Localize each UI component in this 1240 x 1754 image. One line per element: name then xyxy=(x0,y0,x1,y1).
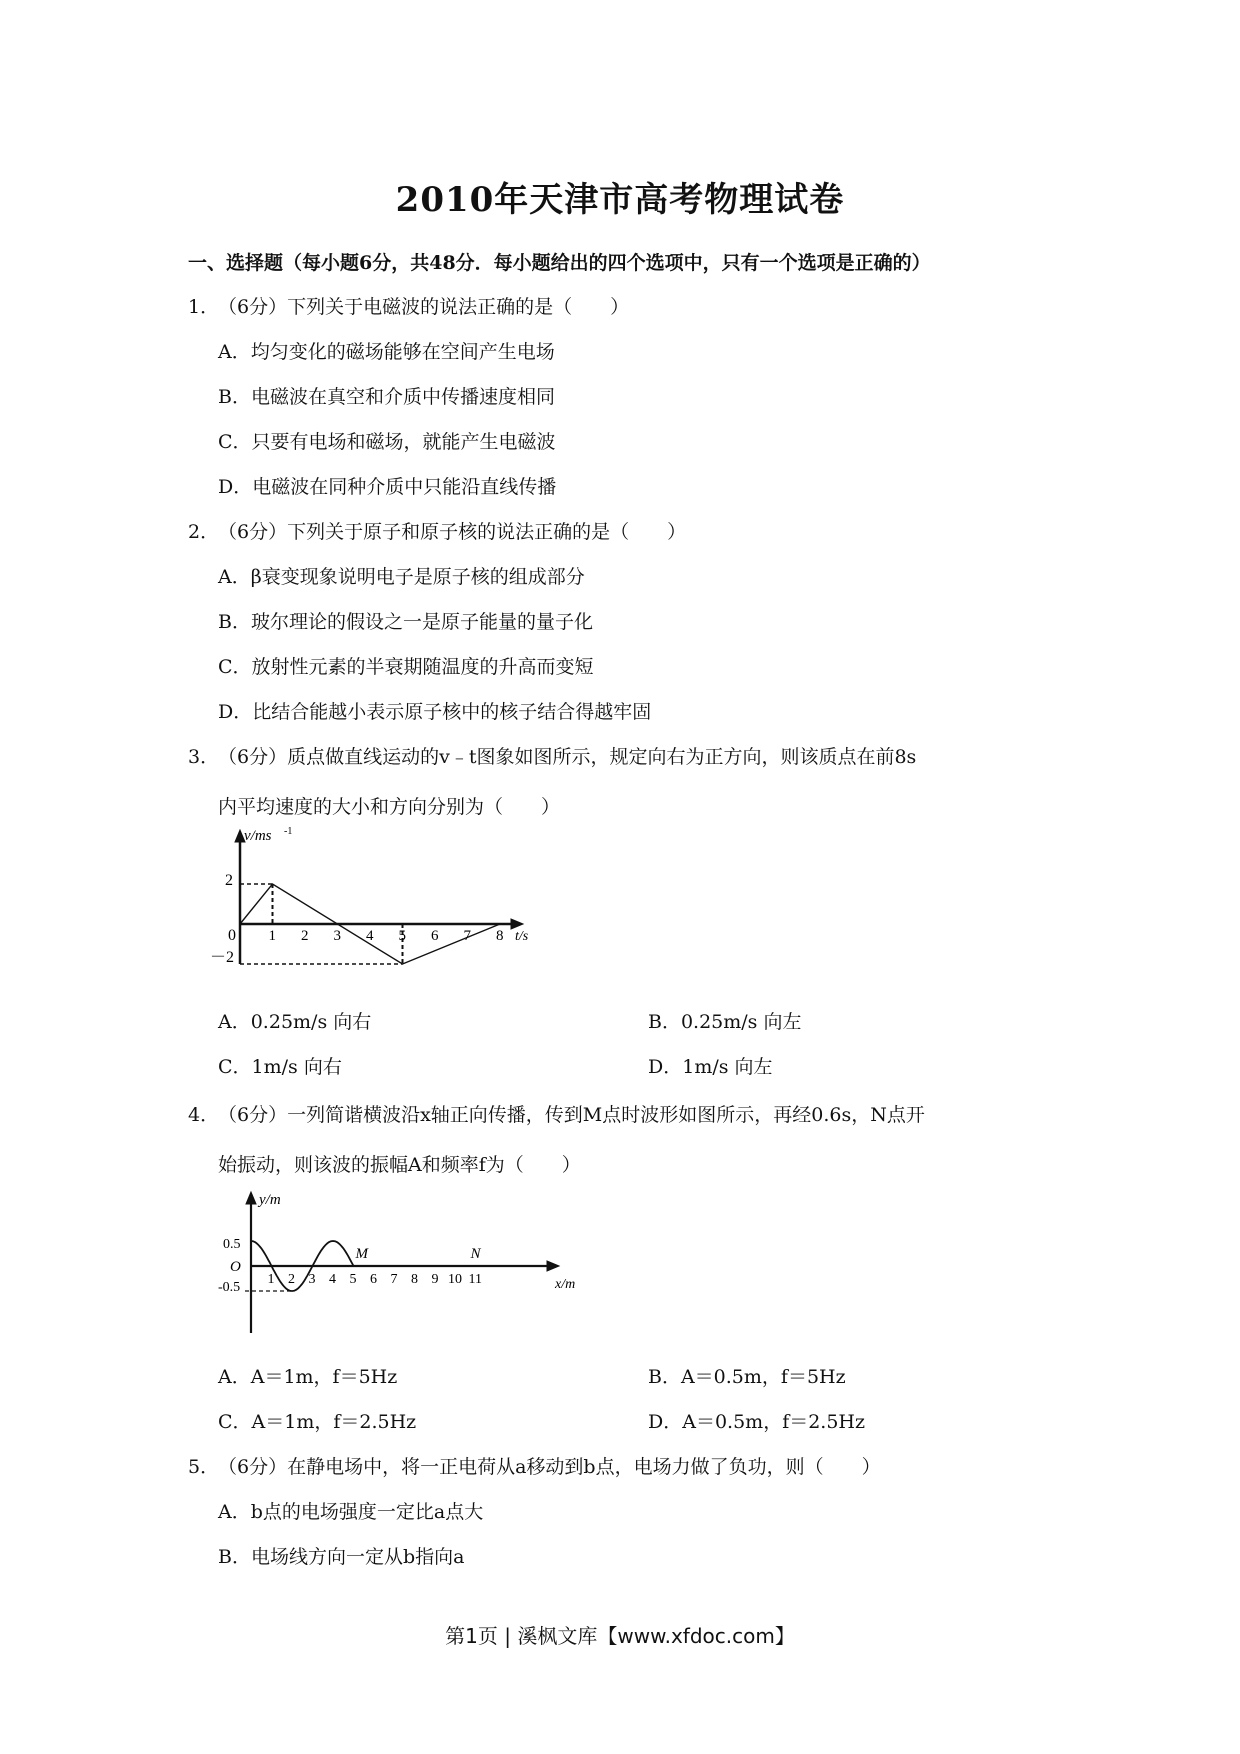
t-tick-3: 3 xyxy=(333,928,341,944)
question-1-option-d: D．电磁波在同种介质中只能沿直线传播 xyxy=(218,476,557,498)
t-tick-8: 8 xyxy=(496,928,504,944)
t-axis-label: t/s xyxy=(515,929,529,944)
x-tick-5: 5 xyxy=(349,1272,357,1287)
question-4-option-c: C．A＝1m，f＝2.5Hz xyxy=(218,1411,417,1433)
question-3-text: （6分）质点做直线运动的v﹣t图象如图所示，规定向右为正方向，则该质点在前8s xyxy=(218,746,917,768)
t-tick-1: 1 xyxy=(268,928,276,944)
x-tick-10: 10 xyxy=(448,1272,462,1287)
question-1-option-b: B．电磁波在真空和介质中传播速度相同 xyxy=(218,386,555,408)
t-tick-6: 6 xyxy=(431,928,439,944)
x-tick-8: 8 xyxy=(411,1272,418,1287)
x-tick-4: 4 xyxy=(329,1272,336,1287)
x-tick-6: 6 xyxy=(370,1272,377,1287)
section-heading: 一、选择题（每小题6分，共48分．每小题给出的四个选项中，只有一个选项是正确的） xyxy=(188,252,931,274)
question-2-option-b: B．玻尔理论的假设之一是原子能量的量子化 xyxy=(218,611,593,633)
page-title: 2010年天津市高考物理试卷 xyxy=(395,180,845,220)
x-tick-7: 7 xyxy=(390,1272,398,1287)
question-2-option-d: D．比结合能越小表示原子核中的核子结合得越牢固 xyxy=(218,701,652,723)
y-tick-minus-0.5: -0.5 xyxy=(218,1280,241,1295)
x-axis-arrow xyxy=(547,1261,559,1271)
question-4-option-a: A．A＝1m，f＝5Hz xyxy=(218,1366,398,1388)
y-axis-label: y/m xyxy=(259,1192,281,1208)
question-3-number: 3． xyxy=(188,746,220,768)
point-n-label: N xyxy=(470,1246,481,1262)
y-axis-arrow xyxy=(246,1192,256,1204)
question-2-option-a: A．β衰变现象说明电子是原子核的组成部分 xyxy=(218,566,585,588)
x-tick-11: 11 xyxy=(468,1272,482,1287)
question-5-text: （6分）在静电场中，将一正电荷从a移动到b点，电场力做了负功，则（ ） xyxy=(218,1456,881,1478)
question-5-option-b: B．电场线方向一定从b指向a xyxy=(218,1546,465,1568)
question-5-option-a: A．b点的电场强度一定比a点大 xyxy=(218,1501,484,1523)
question-1-number: 1． xyxy=(188,296,220,318)
question-3-option-c: C．1m/s 向右 xyxy=(218,1056,342,1078)
v-axis-label: v/ms xyxy=(244,828,272,844)
t-tick-5: 5 xyxy=(398,928,406,944)
question-4-option-d: D．A＝0.5m，f＝2.5Hz xyxy=(648,1411,866,1433)
question-1-option-c: C．只要有电场和磁场，就能产生电磁波 xyxy=(218,431,556,453)
x-tick-2: 2 xyxy=(288,1272,295,1287)
x-tick-9: 9 xyxy=(431,1272,439,1287)
point-m-label: M xyxy=(355,1246,368,1262)
x-tick-1: 1 xyxy=(267,1272,275,1287)
question-1-option-a: A．均匀变化的磁场能够在空间产生电场 xyxy=(218,341,555,363)
wave-graph xyxy=(215,1188,595,1338)
graph2-origin: O xyxy=(230,1259,241,1275)
question-5-number: 5． xyxy=(188,1456,220,1478)
question-2-text: （6分）下列关于原子和原子核的说法正确的是（ ） xyxy=(218,521,687,543)
t-tick-2: 2 xyxy=(301,928,309,944)
y-tick-0.5: 0.5 xyxy=(223,1237,241,1252)
question-3-text-continued: 内平均速度的大小和方向分别为（ ） xyxy=(218,796,561,818)
question-4-option-b: B．A＝0.5m，f＝5Hz xyxy=(648,1366,846,1388)
question-3-option-d: D．1m/s 向左 xyxy=(648,1056,773,1078)
question-4-number: 4． xyxy=(188,1104,220,1126)
v-tick-minus-2: －2 xyxy=(210,949,235,966)
page-footer: 第1页 | 溪枫文库【www.xfdoc.com】 xyxy=(445,1624,795,1648)
graph1-origin: 0 xyxy=(228,927,236,944)
t-axis-arrow xyxy=(511,919,523,929)
question-4-text-continued: 始振动，则该波的振幅A和频率f为（ ） xyxy=(218,1154,581,1176)
question-2-option-c: C．放射性元素的半衰期随温度的升高而变短 xyxy=(218,656,594,678)
t-tick-7: 7 xyxy=(463,928,471,944)
question-3-option-b: B．0.25m/s 向左 xyxy=(648,1011,802,1033)
v-axis-label-superscript: -1 xyxy=(284,826,293,837)
x-axis-label: x/m xyxy=(555,1277,576,1292)
velocity-time-graph xyxy=(210,826,540,976)
question-3-option-a: A．0.25m/s 向右 xyxy=(218,1011,372,1033)
v-tick-2: 2 xyxy=(225,872,233,889)
x-tick-3: 3 xyxy=(308,1272,316,1287)
t-tick-4: 4 xyxy=(366,928,374,944)
question-4-text: （6分）一列简谐横波沿x轴正向传播，传到M点时波形如图所示，再经0.6s，N点开 xyxy=(218,1104,925,1126)
question-1-text: （6分）下列关于电磁波的说法正确的是（ ） xyxy=(218,296,630,318)
question-2-number: 2． xyxy=(188,521,220,543)
